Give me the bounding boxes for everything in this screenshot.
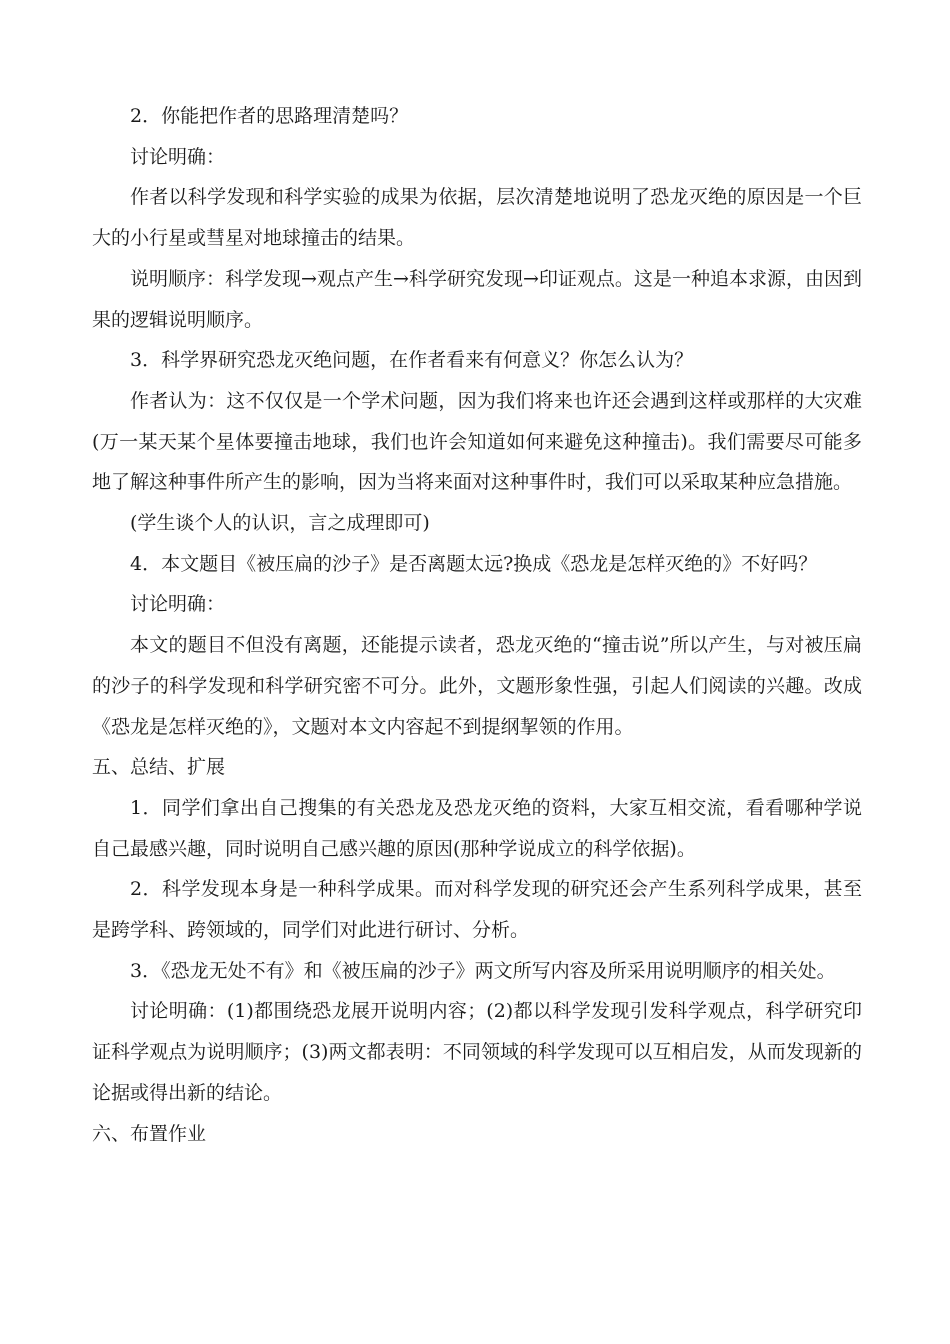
- answer-paragraph: 作者以科学发现和科学实验的成果为依据，层次清楚地说明了恐龙灭绝的原因是一个巨大的小行星或彗星对地球撞击的结果。: [92, 186, 862, 250]
- question-4: 4．本文题目《被压扁的沙子》是否离题太远?换成《恐龙是怎样灭绝的》不好吗？: [130, 552, 818, 575]
- question-3: 3．科学界研究恐龙灭绝问题，在作者看来有何意义？你怎么认为？: [130, 349, 694, 372]
- discussion-label: 讨论明确：: [130, 593, 226, 616]
- explanation-order-paragraph: 说明顺序：科学发现→观点产生→科学研究发现→印证观点。这是一种追本求源，由因到果的逻辑说明顺序。: [92, 267, 862, 331]
- section-heading-homework: 六、布置作业: [92, 1122, 207, 1145]
- answer-paragraph: 作者认为：这不仅仅是一个学术问题，因为我们将来也许还会遇到这样或那样的大灾难(万一某天某个星体要撞击地球，我们也许会知道如何来避免这种撞击)。我们需要尽可能多地了解这种事件所产生的影响，因为当将来面对这种事件时，我们可以采取某种应急措施。: [92, 389, 862, 494]
- summary-item-2: 2．科学发现本身是一种科学成果。而对科学发现的研究还会产生系列科学成果，甚至是跨学科、跨领域的，同学们对此进行研讨、分析。: [92, 878, 862, 942]
- discussion-label: 讨论明确：: [130, 145, 226, 168]
- discussion-paragraph: 讨论明确：(1)都围绕恐龙展开说明内容；(2)都以科学发现引发科学观点，科学研究印证科学观点为说明顺序；(3)两文都表明：不同领域的科学发现可以互相启发，从而发现新的论据或得出新的结论。: [92, 1000, 862, 1104]
- note-paragraph: (学生谈个人的认识，言之成理即可): [130, 512, 430, 535]
- question-2: 2．你能把作者的思路理清楚吗？: [130, 105, 409, 127]
- answer-paragraph: 本文的题目不但没有离题，还能提示读者，恐龙灭绝的“撞击说”所以产生，与对被压扁的沙子的科学发现和科学研究密不可分。此外，文题形象性强，引起人们阅读的兴趣。改成《恐龙是怎样灭绝的》，文题对本文内容起不到提纲挈领的作用。: [92, 634, 862, 738]
- summary-item-1: 1．同学们拿出自己搜集的有关恐龙及恐龙灭绝的资料，大家互相交流，看看哪种学说自己最感兴趣，同时说明自己感兴趣的原因(那种学说成立的科学依据)。: [92, 796, 862, 860]
- summary-item-3: 3．《恐龙无处不有》和《被压扁的沙子》两文所写内容及所采用说明顺序的相关处。: [130, 959, 836, 982]
- section-heading-summary: 五、总结、扩展: [92, 756, 226, 779]
- document-body: [92, 96, 862, 1154]
